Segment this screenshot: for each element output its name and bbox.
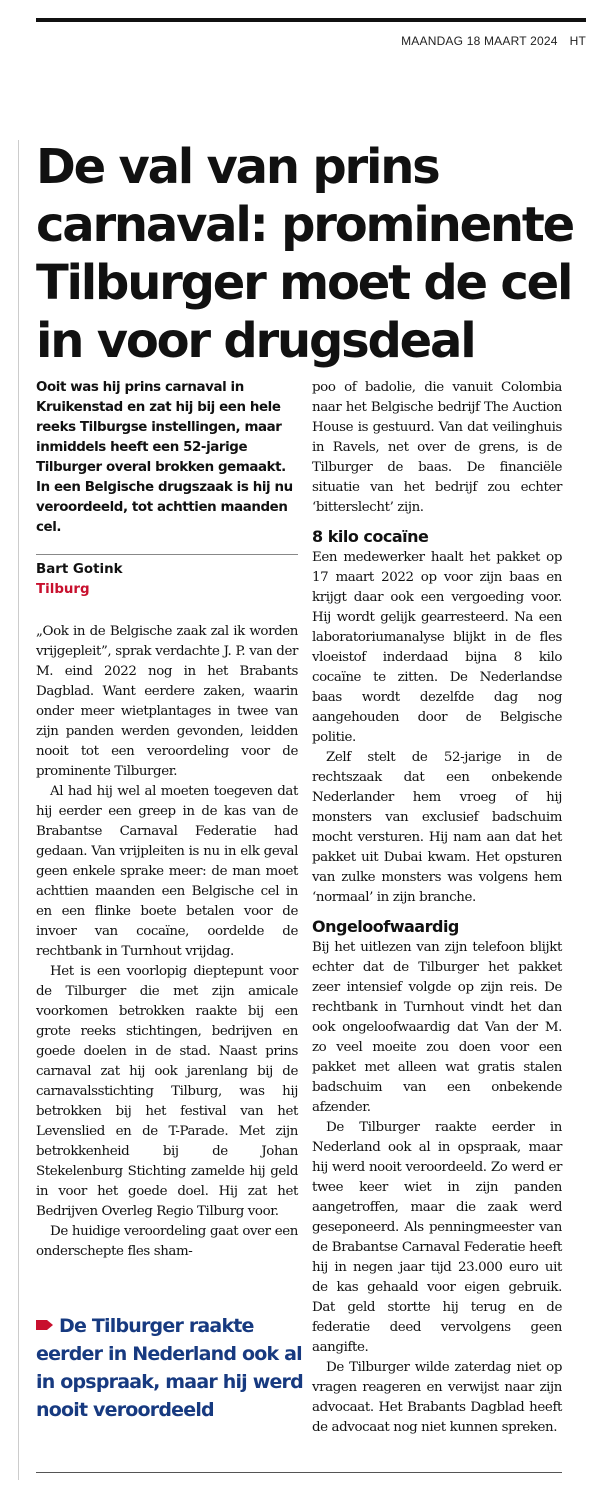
paragraph: De Tilburger raakte eerder in Nederland ook al in opspraak, maar hij werd nooit veroordeeld. Zo werd er twee keer wiet in zijn panden aangetroffen, maar die zaak werd geseponeerd. Als penningmeester van de Brabantse Carnaval Federatie heeft hij in negen jaar tijd 23.000 euro uit de kas gehaald voor eigen gebruik. Dat geld stortte hij terug en de federatie deed vervolgens geen aangifte. — [312, 1120, 562, 1355]
paragraph: „Ook in de Belgische zaak zal ik worden vrijgepleit”, sprak verdachte J. P. van der M. eind 2022 nog in het Brabants Dagblad. Want eerdere zaken, waarin onder meer wietplantages in twee van zijn panden werden gevonden, leidden nooit tot een veroordeling voor de prominente Tilburger. — [36, 624, 298, 779]
byline-place: Tilburg — [36, 582, 90, 597]
paragraph: poo of badolie, die vanuit Colombia naar het Belgische bedrijf The Auction House is gestuurd. Van dat veilinghuis in Ravels, net over de grens, is de Tilburger de baas. De financiële situatie van het bedrijf zou echter ‘bitterslecht’ zijn. — [312, 380, 562, 515]
paragraph: Het is een voorlopig dieptepunt voor de Tilburger die met zijn amicale voorkomen betrokken raakte bij een grote reeks stichtingen, bedrijven en goede doelen in de stad. Naast prins carnaval zat hij ook jarenlang bij de carnavalsstichting Tilburg, was hij betrokken bij het festival van het Levenslied en de T-Parade. Met zijn betrokkenheid bij de Johan Stekelenburg Stichting zamelde hij geld in voor het goede doel. Hij zat het Bedrijven Overleg Regio Tilburg voor. — [36, 964, 298, 1219]
paragraph: De huidige veroordeling gaat over een onderschepte fles sham- — [36, 1224, 298, 1259]
page-header — [401, 34, 586, 48]
left-body — [36, 622, 298, 1262]
paragraph: Zelf stelt de 52-jarige in de rechtszaak dat een onbekende Nederlander hem vroeg of hij monsters van exclusief badschuim mocht versturen. Hij nam aan dat het pakket uit Dubai kwam. Het opsturen van zulke monsters was volgens hem ‘normaal’ in zijn branche. — [312, 750, 562, 905]
paragraph: Bij het uitlezen van zijn telefoon blijkt echter dat de Tilburger het pakket zeer intensief volgde op zijn reis. De rechtbank in Turnhout vindt het dan ook ongeloofwaardig dat Van der M. zo veel moeite zou doen voor een pakket met alleen wat gratis stalen badschuim van een onbekende afzender. — [312, 940, 562, 1115]
page-edge — [18, 140, 19, 1480]
left-column — [36, 378, 298, 1262]
bottom-rule — [36, 1472, 562, 1473]
subhead-ongeloofwaardig: Ongeloofwaardig — [312, 917, 459, 936]
paragraph: Een medewerker haalt het pakket op 17 maart 2022 op voor zijn baas en krijgt daar ook een vergoeding voor. Hij wordt gelijk gearresteerd. Na een laboratoriumanalyse blijkt in de fles vloeistof inderdaad bijna 8 kilo cocaïne te zitten. De Nederlandse baas wordt dezelfde dag nog aangehouden door de Belgische politie. — [312, 550, 562, 745]
byline-author: Bart Gotink — [36, 554, 298, 580]
subhead-cocaine: 8 kilo cocaïne — [312, 527, 429, 546]
red-arrow-icon — [36, 1319, 54, 1331]
headline: De val van prins carnaval: prominente Tilburger moet de cel in voor drugsdeal — [36, 139, 573, 369]
pull-quote — [36, 1312, 306, 1424]
right-body — [312, 378, 562, 1438]
pull-quote-text: De Tilburger raakte eerder in Nederland ook al in opspraak, maar hij werd nooit veroordeeld — [36, 1315, 303, 1421]
issue-date: MAANDAG 18 MAART 2024 — [401, 34, 558, 48]
paragraph: De Tilburger wilde zaterdag niet op vragen reageren en verwijst naar zijn advocaat. Het Brabants Dagblad heeft de advocaat nog niet kunnen spreken. — [312, 1360, 562, 1435]
right-column — [312, 378, 562, 1438]
paragraph: Al had hij wel al moeten toegeven dat hij eerder een greep in de kas van de Brabantse Carnaval Federatie had gedaan. Van vrijpleiten is nu in elk geval geen enkele sprake meer: de man moet achttien maanden een Belgische cel in en een flinke boete betalen voor de invoer van cocaïne, oordelde de rechtbank in Turnhout vrijdag. — [36, 784, 298, 959]
publication-code: HT — [569, 34, 586, 48]
lead-paragraph: Ooit was hij prins carnaval in Kruikenstad en zat hij bij een hele reeks Tilburgse instellingen, maar inmiddels heeft een 52-jarige Tilburger overal brokken gemaakt. In een Belgische drugszaak is hij nu veroordeeld, tot achttien maanden cel. — [36, 380, 293, 535]
top-rule — [36, 18, 586, 22]
